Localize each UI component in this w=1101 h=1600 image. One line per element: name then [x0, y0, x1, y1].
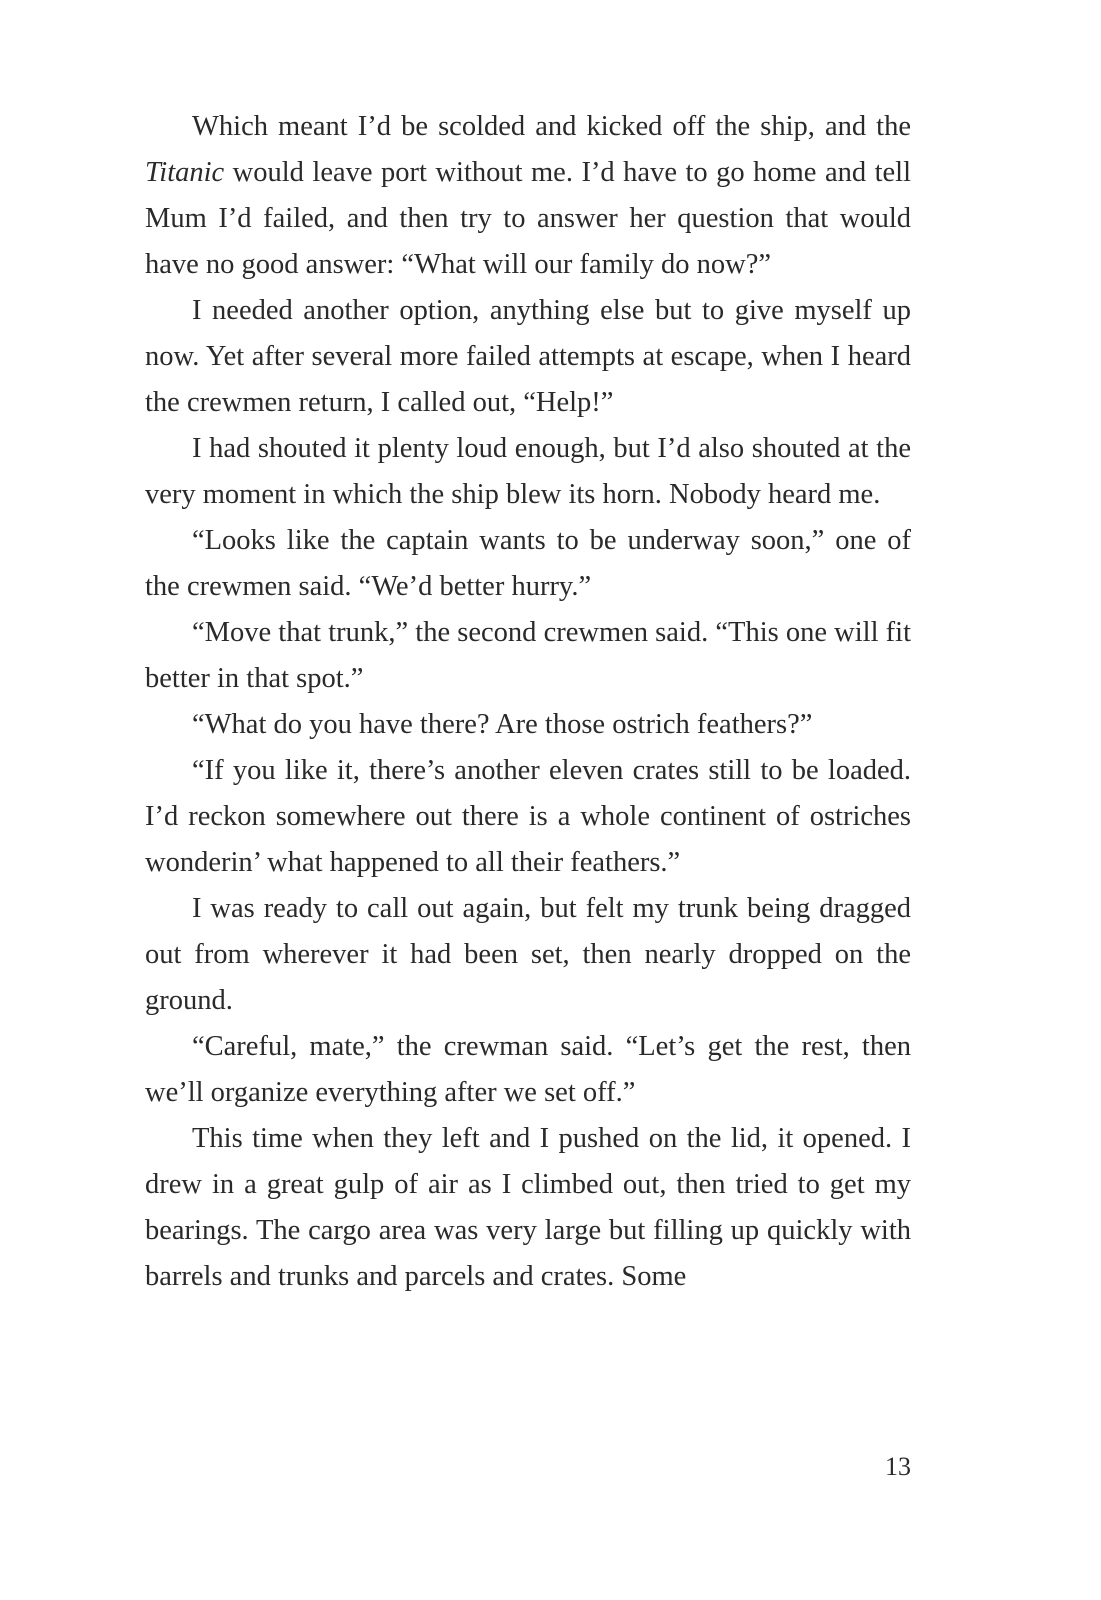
paragraph-1-text-after: would leave port without me. I’d have to go home and tell Mum I’d failed, and then try to answer her question that would have no good answer: “What will our family do now?”	[145, 157, 911, 280]
paragraph-10: This time when they left and I pushed on the lid, it opened. I drew in a great gulp of air as I climbed out, then tried to get my bearings. The cargo area was very large but filling up quickly with barrels and trunks and parcels and crates. Some	[145, 1123, 911, 1292]
paragraph-4: “Looks like the captain wants to be underway soon,” one of the crewmen said. “We’d better hurry.”	[145, 525, 911, 602]
paragraph-5: “Move that trunk,” the second crewmen said. “This one will fit better in that spot.”	[145, 617, 911, 694]
paragraph-9: “Careful, mate,” the crewman said. “Let’s get the rest, then we’ll organize everything after we set off.”	[145, 1031, 911, 1108]
paragraph-1-text-before: Which meant I’d be scolded and kicked off the ship, and the	[192, 111, 911, 142]
paragraph-6: “What do you have there? Are those ostrich feathers?”	[192, 709, 813, 740]
page-number: 13	[885, 1452, 911, 1481]
page-body	[145, 104, 911, 1300]
paragraph-1	[145, 104, 911, 288]
paragraph-2: I needed another option, anything else but to give myself up now. Yet after several more failed attempts at escape, when I heard the crewmen return, I called out, “Help!”	[145, 295, 911, 418]
paragraph-7: “If you like it, there’s another eleven crates still to be loaded. I’d reckon somewhere out there is a whole continent of ostriches wonderin’ what happened to all their feathers.”	[145, 755, 911, 878]
ship-name-italic: Titanic	[145, 157, 225, 188]
paragraph-8: I was ready to call out again, but felt my trunk being dragged out from wherever it had been set, then nearly dropped on the ground.	[145, 893, 911, 1016]
paragraph-3: I had shouted it plenty loud enough, but I’d also shouted at the very moment in which the ship blew its horn. Nobody heard me.	[145, 433, 911, 510]
